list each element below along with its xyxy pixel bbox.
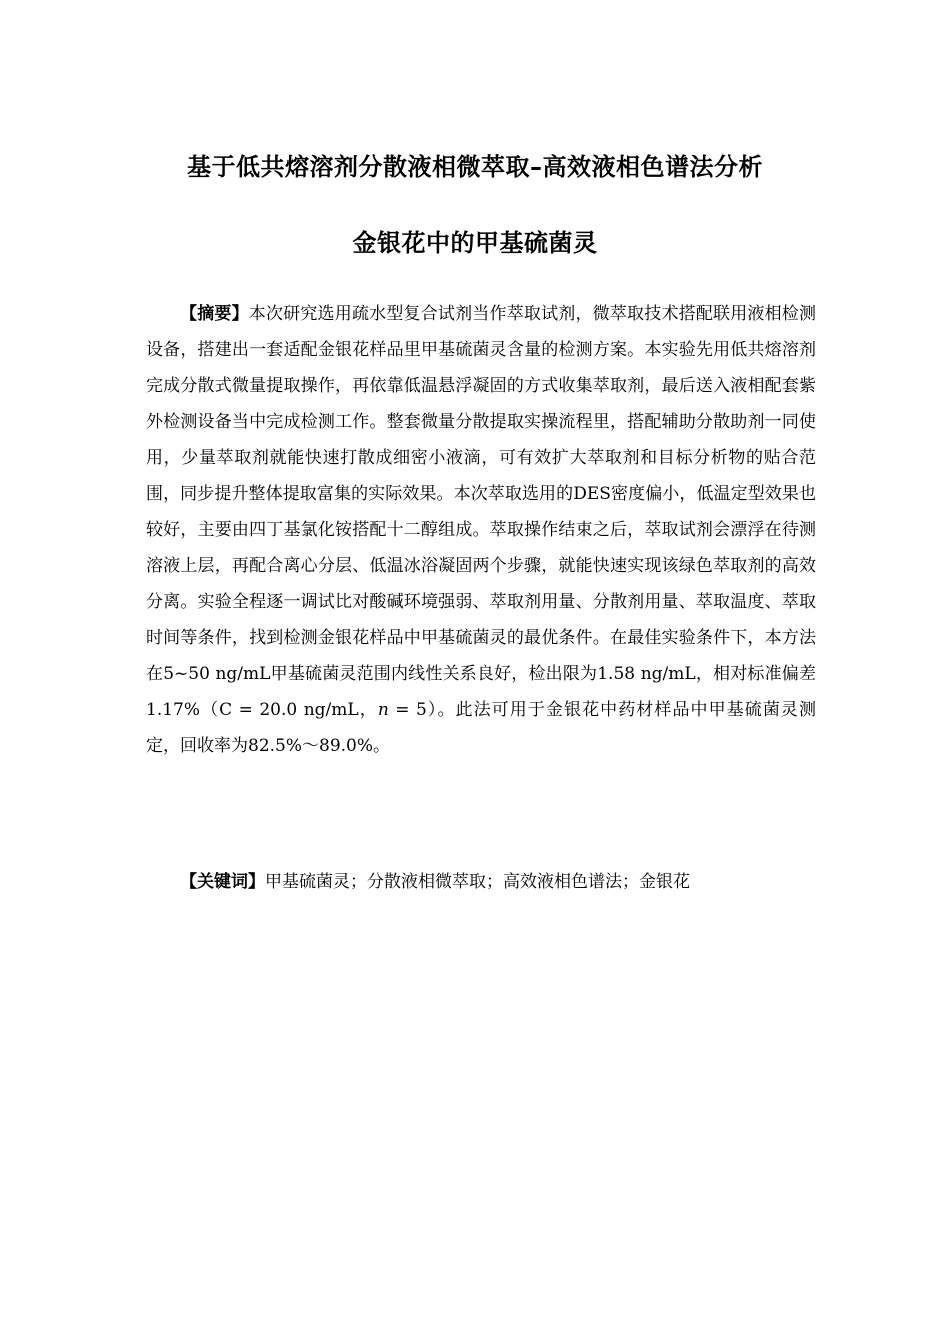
keywords-label: 【关键词】 xyxy=(180,872,265,892)
abstract-italic-n: n xyxy=(377,700,389,720)
abstract-text-part-1: 本次研究选用疏水型复合试剂当作萃取试剂，微萃取技术搭配联用液相检测设备，搭建出一套适配金银花样品里甲基硫菌灵含量的检测方案。本实验先用低共熔溶剂完成分散式微量提取操作，再依靠低温悬浮凝固的方式收集萃取剂，最后送入液相配套紫外检测设备当中完成检测工作。整套微量分散提取实操流程里，搭配辅助分散助剂一同使用，少量萃取剂就能快速打散成细密小液滴，可有效扩大萃取剂和目标分析物的贴合范围，同步提升整体提取富集的实际效果。本次萃取选用的DES密度偏小，低温定型效果也较好，主要由四丁基氯化铵搭配十二醇组成。萃取操作结束之后，萃取试剂会漂浮在待测溶液上层，再配合离心分层、低温冰浴凝固两个步骤，就能快速实现该绿色萃取剂的高效分离。实验全程逐一调试比对酸碱环境强弱、萃取剂用量、分散剂用量、萃取温度、萃取时间等条件，找到检测金银花样品中甲基硫菌灵的最优条件。在最佳实验条件下，本方法在5~50 ng/mL甲基硫菌灵范围内线性关系良好，检出限为1.58 ng/mL，相对标准偏差1.17%（C = 20.0 ng/mL， xyxy=(146,304,817,720)
paper-title-line-2: 金银花中的甲基硫菌灵 xyxy=(352,229,598,257)
abstract-paragraph xyxy=(146,296,816,764)
abstract-text-part-2: = 5）。此法可用于金银花中药材样品中甲基硫菌灵测定，回收率为82.5%～89.0%。 xyxy=(146,700,816,756)
keywords-text: 甲基硫菌灵；分散液相微萃取；高效液相色谱法；金银花 xyxy=(265,872,690,892)
keywords-paragraph xyxy=(146,864,816,900)
paper-title-line-1: 基于低共熔溶剂分散液相微萃取–高效液相色谱法分析 xyxy=(187,153,763,181)
abstract-label: 【摘要】 xyxy=(180,304,249,324)
